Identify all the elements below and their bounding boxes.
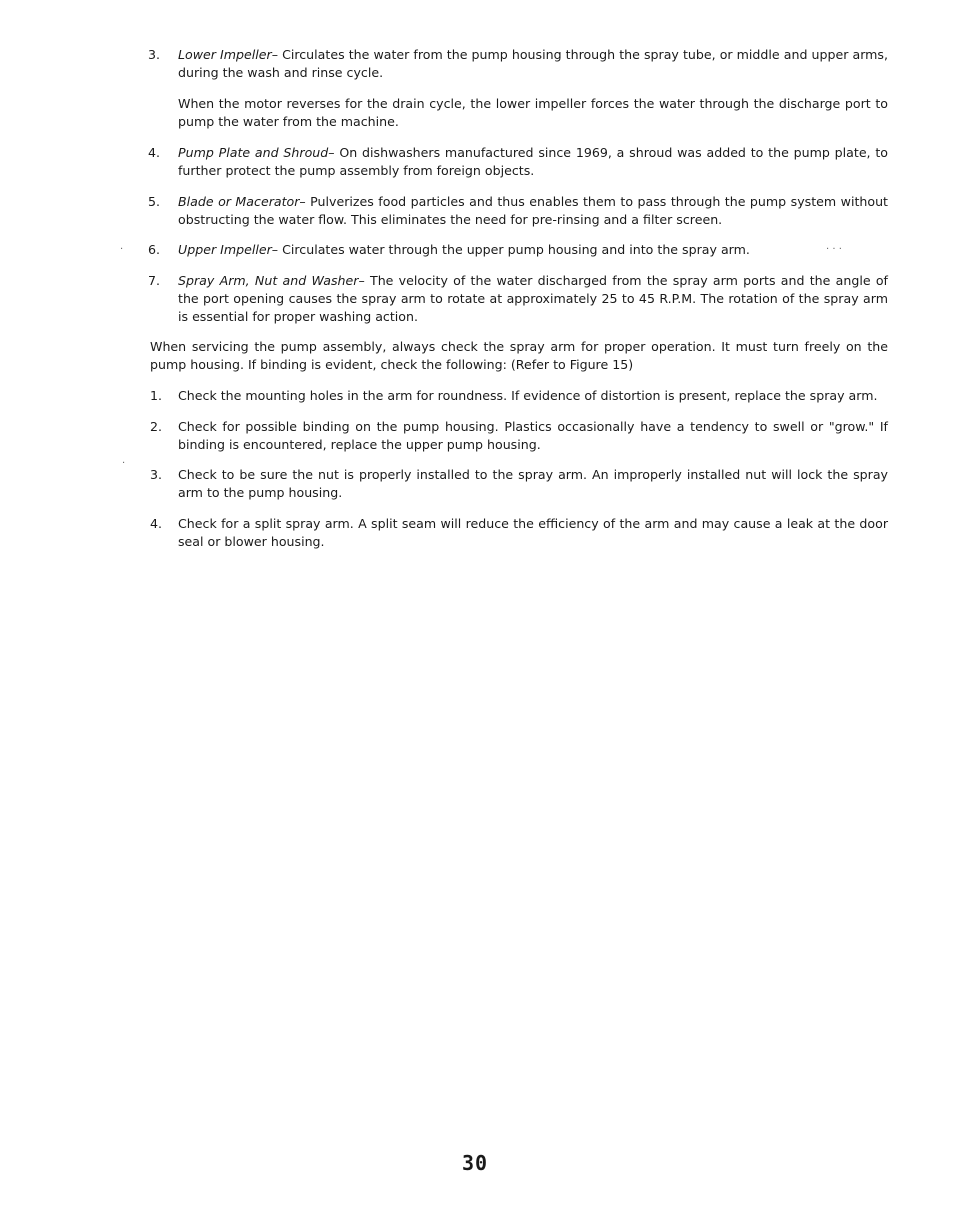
item-term: Blade or Macerator bbox=[178, 194, 300, 209]
item-number: 6. bbox=[148, 242, 161, 257]
check-number: 2. bbox=[150, 419, 163, 434]
item-term: Lower Impeller bbox=[178, 47, 272, 62]
check-text: Check to be sure the nut is properly installed to the spray arm. An improperly installed nut will lock the spray arm to the pump housing. bbox=[178, 467, 888, 500]
item-number: 5. bbox=[148, 194, 161, 209]
check-text: Check the mounting holes in the arm for roundness. If evidence of distortion is present, replace the spray arm. bbox=[178, 388, 878, 403]
part-item-spray-arm bbox=[148, 272, 888, 326]
scan-speck: · bbox=[120, 244, 124, 255]
check-item bbox=[150, 515, 888, 551]
servicing-paragraph: When servicing the pump assembly, always check the spray arm for proper operation. It must turn freely on the pump housing. If binding is evident, check the following: (Refer to Figure 15) bbox=[150, 339, 888, 372]
check-number: 4. bbox=[150, 516, 163, 531]
drain-paragraph: When the motor reverses for the drain cycle, the lower impeller forces the water through the discharge port to pump the water from the machine. bbox=[178, 96, 888, 129]
item-dash: – bbox=[299, 194, 306, 209]
check-item bbox=[150, 466, 888, 502]
check-number: 1. bbox=[150, 388, 163, 403]
item-text: Circulates the water from the pump housing through the spray tube, or middle and upper arms, during the wash and rinse cycle. bbox=[178, 47, 888, 80]
item-number: 4. bbox=[148, 145, 161, 160]
check-text: Check for possible binding on the pump housing. Plastics occasionally have a tendency to swell or "grow." If binding is encountered, replace the upper pump housing. bbox=[178, 419, 888, 452]
item-body bbox=[178, 272, 888, 326]
part-item-pump-plate bbox=[148, 144, 888, 180]
item-dash: – bbox=[358, 273, 365, 288]
item-term: Pump Plate and Shroud bbox=[178, 145, 329, 160]
item-number: 3. bbox=[148, 47, 161, 62]
check-item bbox=[150, 418, 888, 454]
scan-speck: · · · bbox=[826, 244, 842, 255]
item-dash: – bbox=[271, 242, 279, 257]
item-number: 7. bbox=[148, 273, 161, 288]
item-term: Spray Arm, Nut and Washer bbox=[178, 273, 359, 288]
check-text: Check for a split spray arm. A split seam will reduce the efficiency of the arm and may cause a leak at the door seal or blower housing. bbox=[178, 516, 888, 549]
scan-speck: · bbox=[122, 458, 126, 469]
item-dash: – bbox=[271, 47, 278, 62]
check-number: 3. bbox=[150, 467, 163, 482]
check-item bbox=[150, 387, 888, 405]
item-text: Pulverizes food particles and thus enables them to pass through the pump system without obstructing the water flow. This eliminates the need for pre-rinsing and a filter screen. bbox=[178, 194, 888, 227]
part-item-upper-impeller bbox=[148, 241, 888, 259]
part-item-blade bbox=[148, 193, 888, 229]
item-body bbox=[178, 241, 888, 259]
item-body bbox=[178, 46, 888, 82]
item-body bbox=[178, 193, 888, 229]
item-body bbox=[178, 144, 888, 180]
item-text: The velocity of the water discharged from the spray arm ports and the angle of the port opening causes the spray arm to rotate at approximately 25 to 45 R.P.M. The rotation of the spray arm is essential for proper washing action. bbox=[178, 273, 888, 324]
item-dash: – bbox=[328, 145, 335, 160]
part-item-lower-impeller bbox=[148, 46, 888, 82]
item-text: On dishwashers manufactured since 1969, a shroud was added to the pump plate, to further protect the pump assembly from foreign objects. bbox=[178, 145, 889, 178]
page-number: 30 bbox=[462, 1151, 489, 1175]
item-text: Circulates water through the upper pump housing and into the spray arm. bbox=[278, 242, 750, 257]
item-term: Upper Impeller bbox=[178, 242, 272, 257]
